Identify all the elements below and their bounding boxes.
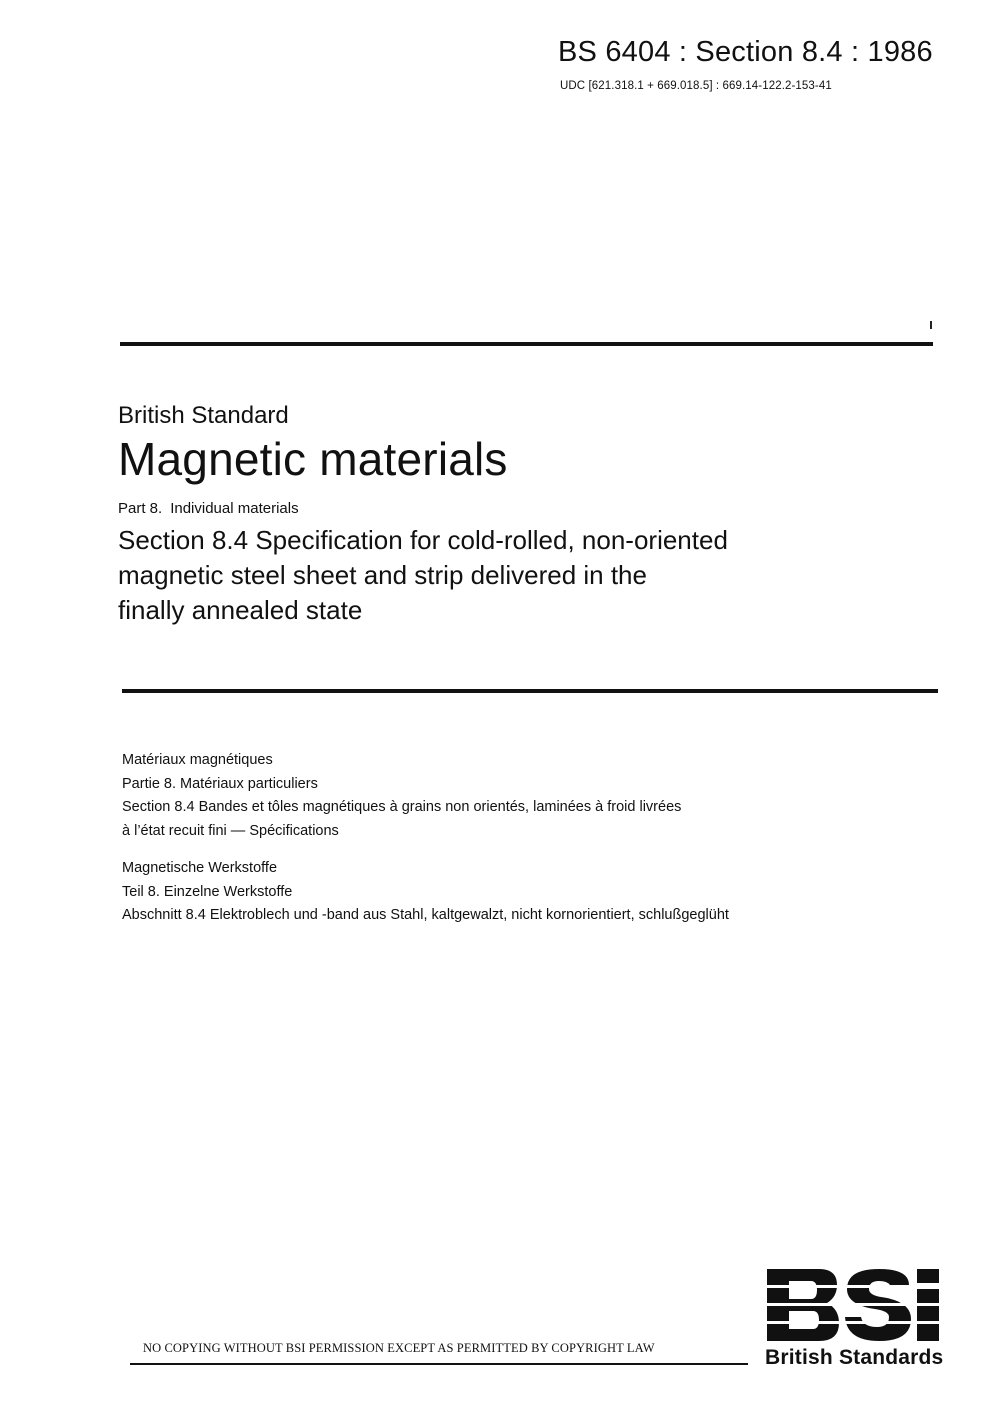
bottom-divider bbox=[122, 689, 938, 693]
section-title-line: finally annealed state bbox=[118, 595, 363, 625]
german-line: Teil 8. Einzelne Werkstoffe bbox=[122, 883, 293, 900]
copyright-notice: NO COPYING WITHOUT BSI PERMISSION EXCEPT AS PERMITTED BY COPYRIGHT LAW bbox=[143, 1341, 655, 1355]
document-type-label: British Standard bbox=[118, 402, 289, 429]
page-title: Magnetic materials bbox=[118, 433, 508, 485]
german-title-block bbox=[122, 857, 729, 928]
french-line: Section 8.4 Bandes et tôles magnétiques à grains non orientés, laminées à froid livrées bbox=[122, 799, 682, 815]
french-line: Matériaux magnétiques bbox=[122, 752, 273, 768]
french-line: Partie 8. Matériaux particuliers bbox=[122, 775, 318, 792]
copyright-rule bbox=[130, 1363, 748, 1365]
section-title bbox=[118, 523, 728, 628]
standard-number: BS 6404 : Section 8.4 : 1986 bbox=[558, 36, 933, 68]
margin-mark bbox=[930, 321, 932, 329]
top-divider bbox=[120, 342, 933, 346]
german-line: Abschnitt 8.4 Elektroblech und -band aus Stahl, kaltgewalzt, nicht kornorientiert, schlußgeglüht bbox=[122, 907, 729, 923]
bsi-logo-subtitle: British Standards bbox=[765, 1346, 944, 1369]
section-title-line: magnetic steel sheet and strip delivered in the bbox=[118, 560, 647, 590]
part-number: Part 8. bbox=[118, 500, 163, 517]
part-heading bbox=[118, 500, 299, 517]
french-title-block bbox=[122, 749, 681, 843]
bsi-logo bbox=[763, 1265, 943, 1345]
part-title: Individual materials bbox=[170, 500, 299, 517]
udc-classification: UDC [621.318.1 + 669.018.5] : 669.14-122.2-153-41 bbox=[560, 80, 832, 92]
section-title-line: Section 8.4 Specification for cold-rolled, non-oriented bbox=[118, 525, 728, 555]
german-line: Magnetische Werkstoffe bbox=[122, 860, 278, 876]
french-line: à l’état recuit fini — Spécifications bbox=[122, 822, 339, 839]
